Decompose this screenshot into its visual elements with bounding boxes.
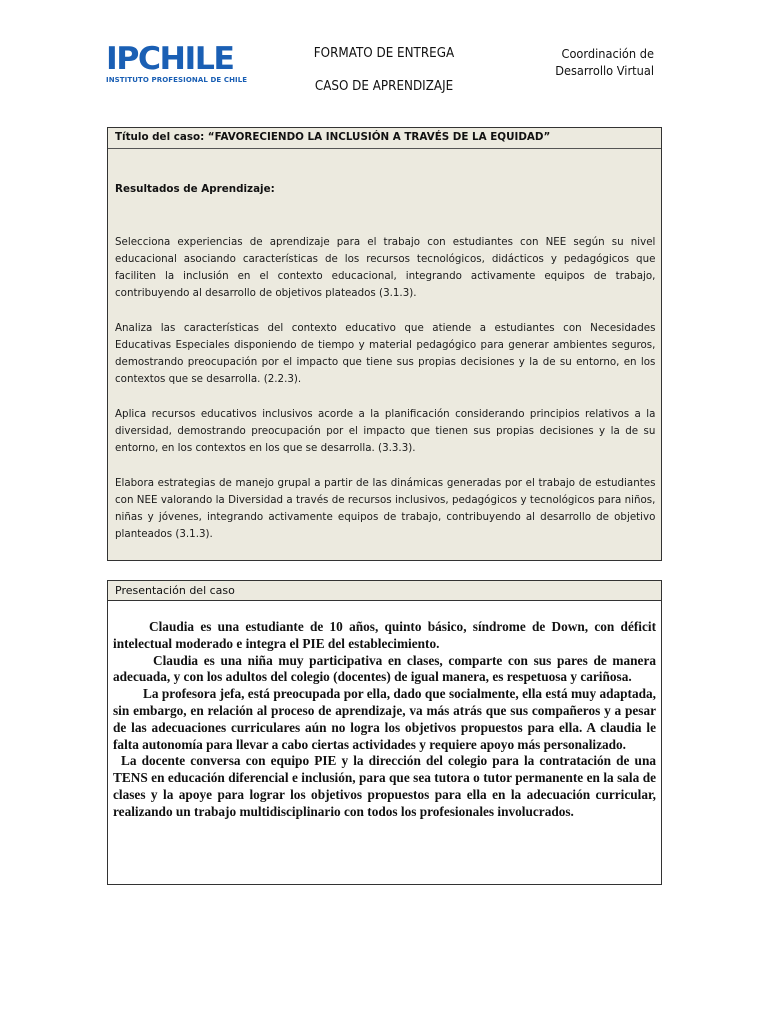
outcome-paragraph-1: Selecciona experiencias de aprendizaje para el trabajo con estudiantes con NEE según su nivel educacional asociando características de los recursos tecnológicos, didácticos y pedagógicos que faciliten la inclusión en el contexto educacional, integrando activamente equipos de trabajo, contribuyendo al desarrollo de objetivos plateados (3.1.3). (115, 235, 656, 299)
outcome-paragraph-3: Aplica recursos educativos inclusivos acorde a la planificación considerando principios relativos a la diversidad, demostrando preocupación por el impacto que tienen sus propias decisiones y la de su entorno, en los contextos en los que se desarrolla. (3.3.3). (115, 407, 656, 454)
case-title-heading: Título del caso: “FAVORECIENDO LA INCLUSIÓN A TRAVÉS DE LA EQUIDAD” (115, 130, 551, 143)
case-presentation-box (107, 580, 662, 885)
logo-wordmark: IPCHILE (106, 41, 234, 77)
case-paragraph-4: La docente conversa con equipo PIE y la dirección del colegio para la contratación de una TENS en educación diferencial e inclusión, para que sea tutora o tutor permanente en la sala de clases y la apoye para lograr los objetivos propuestos para ella en la adecuación curricular, realizando un trabajo multidisciplinario con todos los profesionales involucrados. (113, 753, 656, 819)
ipchile-logo (106, 41, 248, 85)
outcome-paragraph-4: Elabora estrategias de manejo grupal a partir de las dinámicas generadas por el trabajo de estudiantes con NEE valorando la Diversidad a través de recursos inclusivos, pedagógicos y tecnológicos para niños, niñas y jóvenes, integrando activamente equipos de trabajo, contribuyendo al desarrollo de objetivo planteados (3.1.3). (115, 476, 656, 540)
format-title: FORMATO DE ENTREGA (313, 46, 455, 61)
case-presentation-heading: Presentación del caso (108, 581, 661, 601)
coordination-line-2: Desarrollo Virtual (555, 64, 654, 78)
outcome-paragraph-2: Analiza las características del contexto educativo que atiende a estudiantes con Necesidades Educativas Especiales disponiendo de tiempo y material pedagógico para generar ambientes seguros, demostrando preocupación por el impacto que tiene sus propias decisiones y la de su entorno, en los contextos que se desarrolla. (2.2.3). (115, 321, 656, 385)
case-presentation-text (113, 619, 656, 821)
case-paragraph-3: La profesora jefa, está preocupada por ella, dado que socialmente, ella está muy adaptada, sin embargo, en relación al proceso de aprendizaje, va más atrás que sus compañeros y a pesar de las adecuaciones curriculares aún no logra los objetivos propuestos para ella. A claudia le falta autonomía para llevar a cabo ciertas actividades y requiere apoyo más personalizado. (113, 686, 656, 752)
logo-tagline: INSTITUTO PROFESIONAL DE CHILE (106, 76, 248, 84)
case-paragraph-1: Claudia es una estudiante de 10 años, quinto básico, síndrome de Down, con déficit intelectual moderado e integra el PIE del establecimiento. (113, 619, 656, 651)
case-paragraph-2: Claudia es una niña muy participativa en clases, comparte con sus pares de manera adecuada, y con los adultos del colegio (docentes) de igual manera, es respetuosa y cariñosa. (113, 652, 656, 685)
coordination-label (555, 46, 654, 80)
learning-outcomes-box (107, 127, 662, 561)
coordination-line-1: Coordinación de (561, 47, 654, 61)
learning-results-heading: Resultados de Aprendizaje: (115, 182, 275, 195)
case-title: CASO DE APRENDIZAJE (314, 79, 454, 94)
title-divider (108, 148, 661, 149)
